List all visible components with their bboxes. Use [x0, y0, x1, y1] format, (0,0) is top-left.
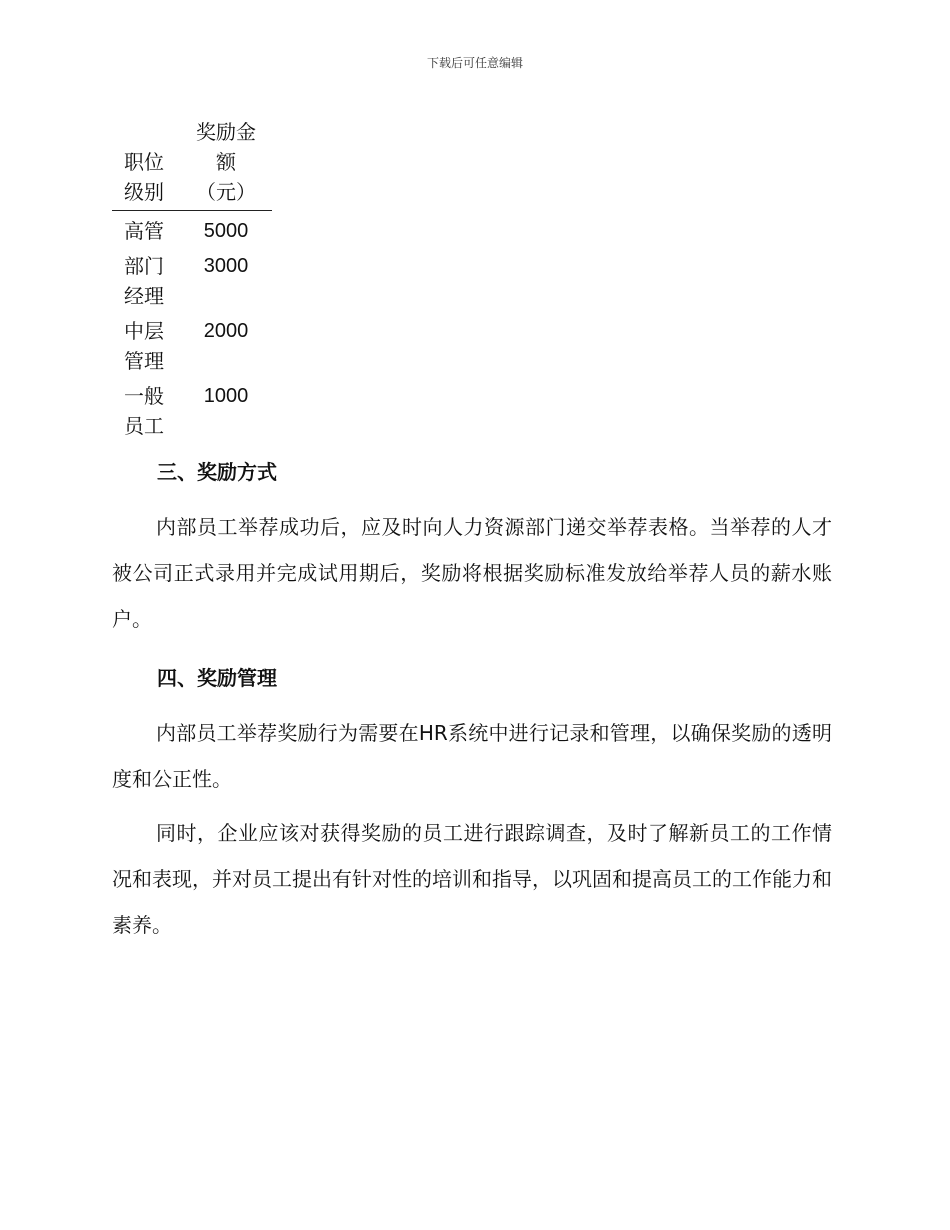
paragraph-follow-up: 同时，企业应该对获得奖励的员工进行跟踪调查，及时了解新员工的工作情况和表现，并对员工提出有针对性的培训和指导，以巩固和提高员工的工作能力和素养。 — [112, 821, 832, 937]
table-header-row — [112, 117, 272, 211]
reward-table — [112, 117, 272, 441]
cell-amount: 1000 — [203, 385, 249, 407]
cell-level: 一般员工 — [124, 384, 164, 438]
column-header-level: 职位级别 — [112, 117, 180, 211]
cell-level: 中层管理 — [124, 319, 164, 373]
table-row — [112, 246, 272, 311]
table-row — [112, 211, 272, 247]
cell-amount: 2000 — [203, 320, 249, 342]
page-header: 下载后可任意编辑 — [426, 56, 523, 70]
column-header-amount: 奖励金额（元） — [180, 117, 272, 211]
table-row — [112, 311, 272, 376]
paragraph-reward-method: 内部员工举荐成功后，应及时向人力资源部门递交举荐表格。当举荐的人才被公司正式录用并完成试用期后，奖励将根据奖励标准发放给举荐人员的薪水账户。 — [112, 515, 832, 631]
section-heading-reward-management: 四、奖励管理 — [157, 666, 277, 690]
cell-level: 高管 — [124, 219, 164, 243]
cell-amount: 5000 — [203, 220, 249, 242]
table-row — [112, 376, 272, 441]
cell-level: 部门经理 — [124, 254, 164, 308]
section-heading-reward-method: 三、奖励方式 — [157, 460, 277, 484]
paragraph-reward-management: 内部员工举荐奖励行为需要在HR系统中进行记录和管理，以确保奖励的透明度和公正性。 — [112, 721, 832, 791]
cell-amount: 3000 — [203, 255, 249, 277]
